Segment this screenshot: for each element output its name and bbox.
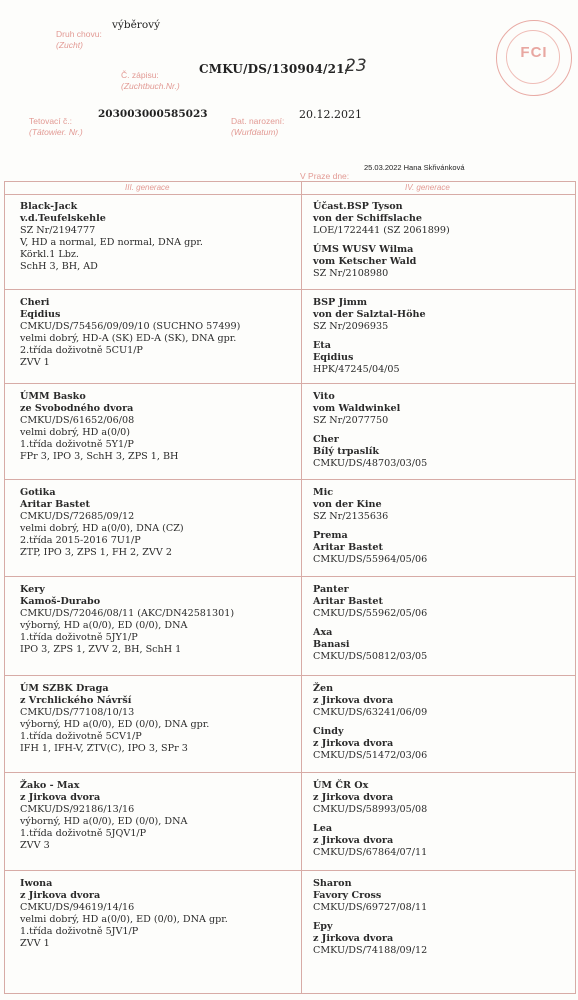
dam-registration: SZ Nr/2108980 xyxy=(313,268,389,280)
sire-kennel: z Jirkova dvora xyxy=(313,695,394,707)
dog-detail: CMKU/DS/72046/08/11 (AKC/DN42581301) xyxy=(20,608,235,620)
dog-detail: IPO 3, ZPS 1, ZVV 2, BH, SchH 1 xyxy=(20,644,182,656)
dog-detail: V, HD a normal, ED normal, DNA gpr. xyxy=(20,237,203,249)
dog-name: ÚM SZBK Draga xyxy=(20,683,109,694)
right-cell-parents xyxy=(313,201,450,281)
dam-name: Lea xyxy=(313,823,333,835)
right-cell-parents xyxy=(313,584,427,664)
parent-gap xyxy=(313,914,427,921)
parent-gap xyxy=(313,523,427,530)
dam-registration: CMKU/DS/48703/03/05 xyxy=(313,458,428,470)
parent-gap xyxy=(313,620,427,627)
dog-detail: CMKU/DS/75456/09/09/10 (SUCHNO 57499) xyxy=(20,321,241,333)
dog-detail: velmi dobrý, HD-A (SK) ED-A (SK), DNA gpr. xyxy=(20,333,237,345)
dam-registration: CMKU/DS/74188/09/12 xyxy=(313,945,428,957)
dog-detail: výborný, HD a(0/0), ED (0/0), DNA xyxy=(20,620,188,632)
table-row xyxy=(5,289,575,384)
dog-detail: ZTP, IPO 3, ZPS 1, FH 2, ZVV 2 xyxy=(20,547,172,559)
dog-name: ÚMM Basko xyxy=(20,391,86,402)
dam-kennel: vom Ketscher Wald xyxy=(313,256,417,268)
sire-name: ÚM ČR Ox xyxy=(313,780,369,791)
table-row xyxy=(5,772,575,871)
dog-detail: 2.třída 2015-2016 7U1/P xyxy=(20,535,141,547)
dog-detail: FPr 3, IPO 3, SchH 3, ZPS 1, BH xyxy=(20,451,179,463)
sire-name: BSP Jimm xyxy=(313,297,368,308)
dog-detail: CMKU/DS/94619/14/16 xyxy=(20,902,135,914)
table-row xyxy=(5,576,575,676)
dog-detail: CMKU/DS/72685/09/12 xyxy=(20,511,135,523)
dam-kennel: Bílý trpaslík xyxy=(313,446,380,458)
dam-name: ÚMS WUSV Wilma xyxy=(313,244,414,256)
sire-registration: SZ Nr/2077750 xyxy=(313,415,389,427)
dam-kennel: Banasi xyxy=(313,639,350,651)
signature-line: 25.03.2022 Hana Skřivánková xyxy=(364,163,465,172)
dog-name: Gotika xyxy=(20,487,56,498)
kennel-name: ze Svobodného dvora xyxy=(20,403,134,415)
dog-detail: 1.třída doživotně 5CV1/P xyxy=(20,731,142,743)
sire-registration: CMKU/DS/63241/06/09 xyxy=(313,707,428,719)
narozeni-label xyxy=(231,116,284,138)
sire-kennel: von der Schiffslache xyxy=(313,213,422,225)
tetovaci-label xyxy=(29,116,83,138)
sire-registration: CMKU/DS/58993/05/08 xyxy=(313,804,428,816)
left-cell-dog xyxy=(20,780,187,853)
sire-kennel: z Jirkova dvora xyxy=(313,792,394,804)
left-cell-dog xyxy=(20,683,209,756)
sire-name: Vito xyxy=(313,391,335,402)
druh-label-text: Druh chovu: xyxy=(56,29,102,39)
dam-name: Cher xyxy=(313,434,339,446)
sire-kennel: vom Waldwinkel xyxy=(313,403,401,415)
dog-detail: výborný, HD a(0/0), ED (0/0), DNA gpr. xyxy=(20,719,210,731)
parent-gap xyxy=(313,816,427,823)
zapis-label xyxy=(121,70,180,92)
tetovaci-value: 203003000585023 xyxy=(98,108,208,120)
right-cell-parents xyxy=(313,878,427,958)
dam-kennel: z Jirkova dvora xyxy=(313,835,394,847)
dog-detail: velmi dobrý, HD a(0/0), DNA (CZ) xyxy=(20,523,184,535)
dog-detail: ZVV 1 xyxy=(20,938,50,950)
right-cell-parents xyxy=(313,487,427,567)
dog-detail: 2.třída doživotně 5CU1/P xyxy=(20,345,143,357)
sire-registration: SZ Nr/2096935 xyxy=(313,321,389,333)
dog-detail: 1.třída doživotně 5JQV1/P xyxy=(20,828,147,840)
dam-name: Cindy xyxy=(313,726,344,738)
kennel-name: Aritar Bastet xyxy=(20,499,90,511)
sire-name: Žen xyxy=(313,683,334,694)
sire-name: Sharon xyxy=(313,878,352,889)
right-cell-parents xyxy=(313,297,426,377)
dam-name: Prema xyxy=(313,530,348,542)
dam-registration: CMKU/DS/55964/05/06 xyxy=(313,554,428,566)
table-row xyxy=(5,383,575,480)
table-row xyxy=(5,194,575,289)
dam-registration: CMKU/DS/51472/03/06 xyxy=(313,750,428,762)
sire-registration: SZ Nr/2135636 xyxy=(313,511,389,523)
sire-kennel: Aritar Bastet xyxy=(313,596,383,608)
dog-name: Kery xyxy=(20,584,45,595)
right-cell-parents xyxy=(313,780,427,860)
left-cell-dog xyxy=(20,584,234,657)
dog-detail: 1.třída doživotně 5JV1/P xyxy=(20,926,139,938)
dam-kennel: Eqidius xyxy=(313,352,354,364)
left-cell-dog xyxy=(20,297,240,370)
table-row xyxy=(5,675,575,773)
pedigree-table xyxy=(4,181,576,994)
left-generation-header: III. generace xyxy=(125,183,170,192)
parent-gap xyxy=(313,719,427,726)
sire-kennel: von der Kine xyxy=(313,499,382,511)
table-row xyxy=(5,479,575,577)
druh-value: výběrový xyxy=(112,19,161,31)
sire-name: Účast.BSP Tyson xyxy=(313,201,403,212)
dog-detail: IFH 1, IFH-V, ZTV(C), IPO 3, SPr 3 xyxy=(20,743,188,755)
sire-name: Panter xyxy=(313,584,349,595)
sire-name: Mic xyxy=(313,487,334,498)
left-cell-dog xyxy=(20,391,178,464)
dam-registration: CMKU/DS/50812/03/05 xyxy=(313,651,428,663)
dog-detail: CMKU/DS/77108/10/13 xyxy=(20,707,135,719)
dog-name: Žako - Max xyxy=(20,780,80,791)
dog-name: Iwona xyxy=(20,878,53,889)
dam-name: Axa xyxy=(313,627,333,639)
tetovaci-label-de: (Tätowier. Nr.) xyxy=(29,127,83,137)
sire-kennel: Favory Cross xyxy=(313,890,382,902)
right-cell-parents xyxy=(313,391,427,471)
praze-label: V Praze dne: xyxy=(300,171,350,181)
dog-detail: ZVV 3 xyxy=(20,840,50,852)
dog-detail: 1.třída doživotně 5JY1/P xyxy=(20,632,138,644)
dog-detail: Körkl.1 Lbz. xyxy=(20,249,79,261)
narozeni-label-de: (Wurfdatum) xyxy=(231,127,279,137)
narozeni-label-text: Dat. narození: xyxy=(231,116,285,126)
fci-logo xyxy=(496,20,572,96)
right-cell-parents xyxy=(313,683,427,763)
dog-detail: CMKU/DS/92186/13/16 xyxy=(20,804,135,816)
dog-detail: velmi dobrý, HD a(0/0) xyxy=(20,427,131,439)
sire-kennel: von der Salztal-Höhe xyxy=(313,309,426,321)
left-cell-dog xyxy=(20,201,203,274)
kennel-name: v.d.Teufelskehle xyxy=(20,213,106,225)
left-cell-dog xyxy=(20,878,228,951)
right-generation-header: IV. generace xyxy=(405,183,450,192)
dam-registration: HPK/47245/04/05 xyxy=(313,364,400,376)
sire-registration: CMKU/DS/55962/05/06 xyxy=(313,608,428,620)
dam-kennel: z Jirkova dvora xyxy=(313,738,394,750)
dam-name: Eta xyxy=(313,340,331,352)
kennel-name: Kamoš-Durabo xyxy=(20,596,101,608)
dam-registration: CMKU/DS/67864/07/11 xyxy=(313,847,428,859)
dog-detail: CMKU/DS/61652/06/08 xyxy=(20,415,135,427)
dam-name: Epy xyxy=(313,921,333,933)
parent-gap xyxy=(313,333,426,340)
parent-gap xyxy=(313,427,427,434)
druh-label xyxy=(56,29,102,51)
kennel-name: z Vrchlického Návrší xyxy=(20,695,132,707)
sire-registration: LOE/1722441 (SZ 2061899) xyxy=(313,225,450,237)
dog-detail: výborný, HD a(0/0), ED (0/0), DNA xyxy=(20,816,188,828)
druh-label-de: (Zucht) xyxy=(56,40,83,50)
zapis-label-de: (Zuchtbuch.Nr.) xyxy=(121,81,180,91)
kennel-name: z Jirkova dvora xyxy=(20,792,101,804)
dam-kennel: Aritar Bastet xyxy=(313,542,383,554)
narozeni-value: 20.12.2021 xyxy=(299,108,362,121)
dog-detail: SchH 3, BH, AD xyxy=(20,261,98,273)
tetovaci-label-text: Tetovací č.: xyxy=(29,116,72,126)
dog-name: Cheri xyxy=(20,297,50,308)
left-cell-dog xyxy=(20,487,184,560)
zapis-value: CMKU/DS/130904/21/ xyxy=(199,62,350,76)
kennel-name: Eqidius xyxy=(20,309,61,321)
sire-registration: CMKU/DS/69727/08/11 xyxy=(313,902,428,914)
zapis-label-text: Č. zápisu: xyxy=(121,70,159,80)
dog-detail: velmi dobrý, HD a(0/0), ED (0/0), DNA gpr. xyxy=(20,914,228,926)
dam-kennel: z Jirkova dvora xyxy=(313,933,394,945)
dog-detail: SZ Nr/2194777 xyxy=(20,225,96,237)
table-row xyxy=(5,870,575,994)
kennel-name: z Jirkova dvora xyxy=(20,890,101,902)
zapis-handwritten: 23 xyxy=(345,56,367,76)
dog-detail: ZVV 1 xyxy=(20,357,50,369)
dog-name: Black-Jack xyxy=(20,201,78,212)
dog-detail: 1.třída doživotně 5Y1/P xyxy=(20,439,134,451)
fci-logo-text: FCI xyxy=(520,44,548,61)
